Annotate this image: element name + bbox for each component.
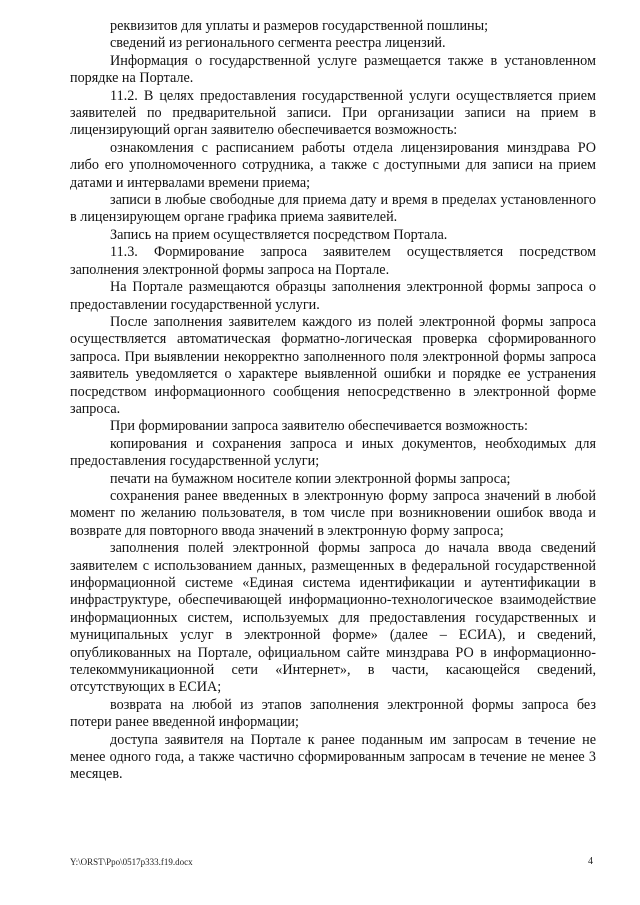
document-body [70,18,596,784]
paragraph: сведений из регионального сегмента реестра лицензий. [110,35,446,52]
paragraph: 11.3. Формирование запроса заявителем осуществляется посредством заполнения электронной формы запроса на Портале. [70,244,596,278]
paragraph: реквизитов для уплаты и размеров государственной пошлины; [110,18,489,34]
paragraph: При формировании запроса заявителю обеспечивается возможность: [110,418,528,435]
paragraph: На Портале размещаются образцы заполнения электронной формы запроса о предоставлении государственной услуги. [70,279,596,313]
paragraph: Информация о государственной услуге размещается также в установленном порядке на Портале. [70,52,596,87]
paragraph: копирования и сохранения запроса и иных документов, необходимых для предоставления государственной услуги; [70,435,596,470]
paragraph: После заполнения заявителем каждого из полей электронной формы запроса осуществляется автоматическая форматно-логическая проверка сформированного запроса. При выявлении некорректно заполненного поля электронной формы запроса заявитель уведомляется о характере выявленной ошибки и порядке ее устранения посредством информационного сообщения непосредственно в электронной форме запроса. [70,313,596,417]
footer-file-path: Y:\ORST\Ppo\0517p333.f19.docx [70,857,193,867]
paragraph: ознакомления с расписанием работы отдела лицензирования минздрава РО либо его уполномоченного сотрудника, а также с доступными для записи на прием датами и интервалами времени приема; [70,139,596,191]
paragraph: доступа заявителя на Портале к ранее поданным им запросам в течение не менее одного года, а также частично сформированным запросам в течение не менее 3 месяцев. [70,731,596,783]
paragraph: 11.2. В целях предоставления государственной услуги осуществляется прием заявителей по предварительной записи. При организации записи на прием в лицензирующий орган заявителю обеспечивается возможность: [70,87,596,139]
paragraph: печати на бумажном носителе копии электронной формы запроса; [110,470,511,487]
paragraph: сохранения ранее введенных в электронную форму запроса значений в любой момент по желанию пользователя, в том числе при возникновении ошибок ввода и возврате для повторного ввода значений в электронную форму запроса; [70,487,596,539]
paragraph: возврата на любой из этапов заполнения электронной формы запроса без потери ранее введенной информации; [70,696,596,731]
paragraph: Запись на прием осуществляется посредством Портала. [110,226,448,243]
paragraph: записи в любые свободные для приема дату и время в пределах установленного в лицензирующем органе графика приема заявителей. [70,192,596,226]
paragraph: заполнения полей электронной формы запроса до начала ввода сведений заявителем с использованием данных, размещенных в федеральной государственной информационной системе «Единая система идентификации и аутентификации в инфраструктуре, обеспечивающей информационно-технологическое взаимодействие информационных систем, используемых для предоставления государственных и муниципальных услуг в электронной форме» (далее – ЕСИА), и сведений, опубликованных на Портале, официальном сайте минздрава РО в информационно-телекоммуникационной сети «Интернет», в части, касающейся сведений, отсутствующих в ЕСИА; [70,540,596,696]
page-number: 4 [588,856,593,867]
